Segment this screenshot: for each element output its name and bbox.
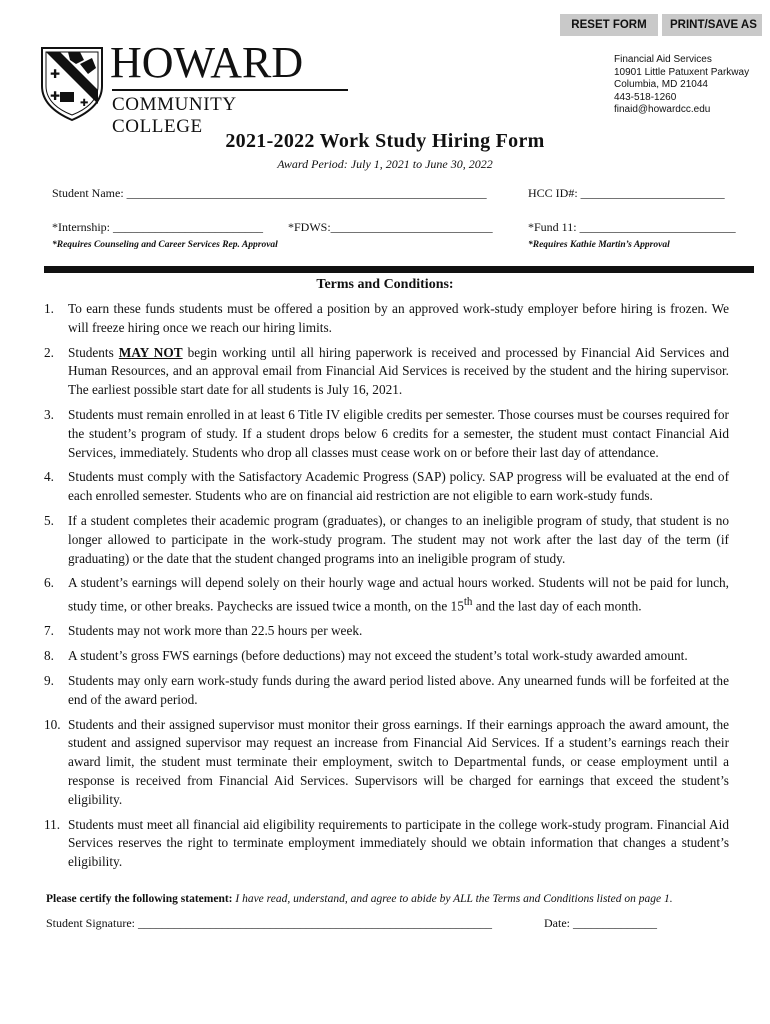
item-number: 1. — [44, 301, 54, 316]
list-item — [44, 716, 729, 810]
item-text: Students may not work more than 22.5 hours per week. — [68, 623, 363, 639]
college-logo — [40, 38, 320, 137]
item-text: Students must remain enrolled in at least 6 Title IV eligible credits per semester. Those courses must be courses required for the student’s program of study. If a student drops below 6 credits for a semester, the student must contact Financial Aid Services, immediately. Students who drop all classes must cease work on or before their last day of attendance. — [68, 406, 729, 460]
list-item — [44, 574, 729, 616]
fdws-field[interactable]: *FDWS:___________________________ — [288, 220, 493, 234]
address-phone: 443-518-1260 — [614, 91, 677, 103]
item-number: 7. — [44, 623, 54, 639]
hcc-id-field[interactable]: HCC ID#: ________________________ — [528, 186, 725, 200]
item-text: and the last day of each month. — [472, 598, 642, 614]
logo-wordmark-howard: HOWARD — [110, 38, 304, 87]
print-save-button[interactable]: PRINT/SAVE AS — [662, 14, 762, 36]
internship-approval-note: *Requires Counseling and Career Services Rep. Approval — [52, 240, 278, 250]
item-text: A student’s earnings will depend solely on their hourly wage and actual hours worked. Students will not be paid for lunch, study time, or other breaks. Paychecks are issued twice a month, on the 15 — [68, 575, 729, 614]
list-item — [44, 406, 729, 462]
item-text: Students and their assigned supervisor must monitor their gross earnings. If their earnings approach the award amount, the student and assigned supervisor may request an increase from Financial Aid Services. If a student’s earnings reach their award limit, the student must terminate their employment, switch to Departmental funds, or cease employment until a response is received from Financial Aid Services. Supervisors will be charged for earnings that exceed the student’s eligibility. — [68, 716, 729, 807]
list-item — [44, 622, 729, 641]
terms-heading: Terms and Conditions: — [316, 277, 454, 292]
item-text: If a student completes their academic program (graduates), or changes to an ineligible program of study, that student is no longer allowed to participate in the work-study program. The student may not work after the last day of the term (if graduating) or the date that the student changed programs into an ineligible program of study. — [68, 512, 729, 566]
student-name-field[interactable]: Student Name: ____________________________________________________________ — [52, 186, 487, 200]
list-item — [44, 647, 729, 666]
certify-label: Please certify the following statement: — [46, 893, 233, 905]
item-number: 6. — [44, 575, 54, 591]
item-text: begin working until all hiring paperwork is received and processed by Financial Aid Services and Human Resources, and an approval email from Financial Aid Services is received by the student and the hiring supervisor. The earliest possible start date for all students is July 16, 2021. — [68, 344, 729, 398]
certify-text: I have read, understand, and agree to abide by ALL the Terms and Conditions listed on page 1. — [232, 893, 673, 905]
crest-icon — [40, 42, 104, 122]
item-text: Students may only earn work-study funds during the award period listed above. Any unearned funds will be forfeited at the end of the award period. — [68, 672, 729, 707]
item-number: 5. — [44, 512, 54, 528]
item-text: To earn these funds students must be offered a position by an approved work-study employer before hiring is frozen. We will freeze hiring once we reach our hiring limits. — [68, 301, 729, 335]
student-signature-field[interactable]: Student Signature: ___________________________________________________________ — [46, 916, 492, 930]
terms-list — [44, 300, 729, 878]
certify-statement — [46, 893, 673, 905]
item-superscript: th — [463, 596, 473, 609]
logo-rule — [112, 89, 348, 91]
reset-form-button[interactable]: RESET FORM — [560, 14, 658, 36]
internship-field[interactable]: *Internship: _________________________ — [52, 220, 263, 234]
item-number: 11. — [44, 816, 61, 832]
logo-wordmark-community-college: COMMUNITY COLLEGE — [112, 94, 236, 137]
svg-text:✚: ✚ — [80, 98, 89, 109]
item-number: 4. — [44, 469, 54, 485]
item-text: A student’s gross FWS earnings (before deductions) may not exceed the student’s total work-study awarded amount. — [68, 648, 688, 664]
list-item — [44, 468, 729, 506]
item-text: Students must comply with the Satisfactory Academic Progress (SAP) policy. SAP progress will be evaluated at the end of each enrolled semester. Students who are on financial aid restriction are not eligible to earn work-study funds. — [68, 469, 729, 504]
fund-11-field[interactable]: *Fund 11: __________________________ — [528, 220, 736, 234]
item-text: Students — [68, 344, 119, 360]
address-line: Columbia, MD 21044 — [614, 79, 708, 91]
list-item — [44, 344, 729, 400]
item-text: Students must meet all financial aid eligibility requirements to participate in the college work-study program. Financial Aid Services reserves the right to terminate employment immediately should we obtain information that changes a student’s eligibility. — [68, 816, 729, 870]
date-field[interactable]: Date: ______________ — [544, 916, 657, 930]
item-number: 10. — [44, 716, 61, 732]
list-item — [44, 816, 729, 872]
award-period: Award Period: July 1, 2021 to June 30, 2022 — [277, 157, 493, 171]
address-line: 10901 Little Patuxent Parkway — [614, 66, 750, 78]
office-address — [614, 54, 749, 117]
item-number: 9. — [44, 672, 54, 688]
item-emphasis: MAY NOT — [118, 344, 183, 360]
svg-text:✚: ✚ — [50, 89, 61, 103]
form-title: 2021-2022 Work Study Hiring Form — [225, 130, 545, 152]
svg-text:✚: ✚ — [50, 67, 61, 81]
list-item — [44, 300, 729, 338]
item-number: 2. — [44, 344, 54, 360]
list-item — [44, 672, 729, 710]
address-line: Financial Aid Services — [614, 54, 712, 65]
item-number: 3. — [44, 406, 54, 422]
address-email[interactable]: finaid@howardcc.edu — [614, 104, 711, 116]
fund-approval-note: *Requires Kathie Martin’s Approval — [528, 240, 670, 250]
item-number: 8. — [44, 648, 54, 664]
section-divider — [44, 266, 754, 273]
list-item — [44, 512, 729, 568]
